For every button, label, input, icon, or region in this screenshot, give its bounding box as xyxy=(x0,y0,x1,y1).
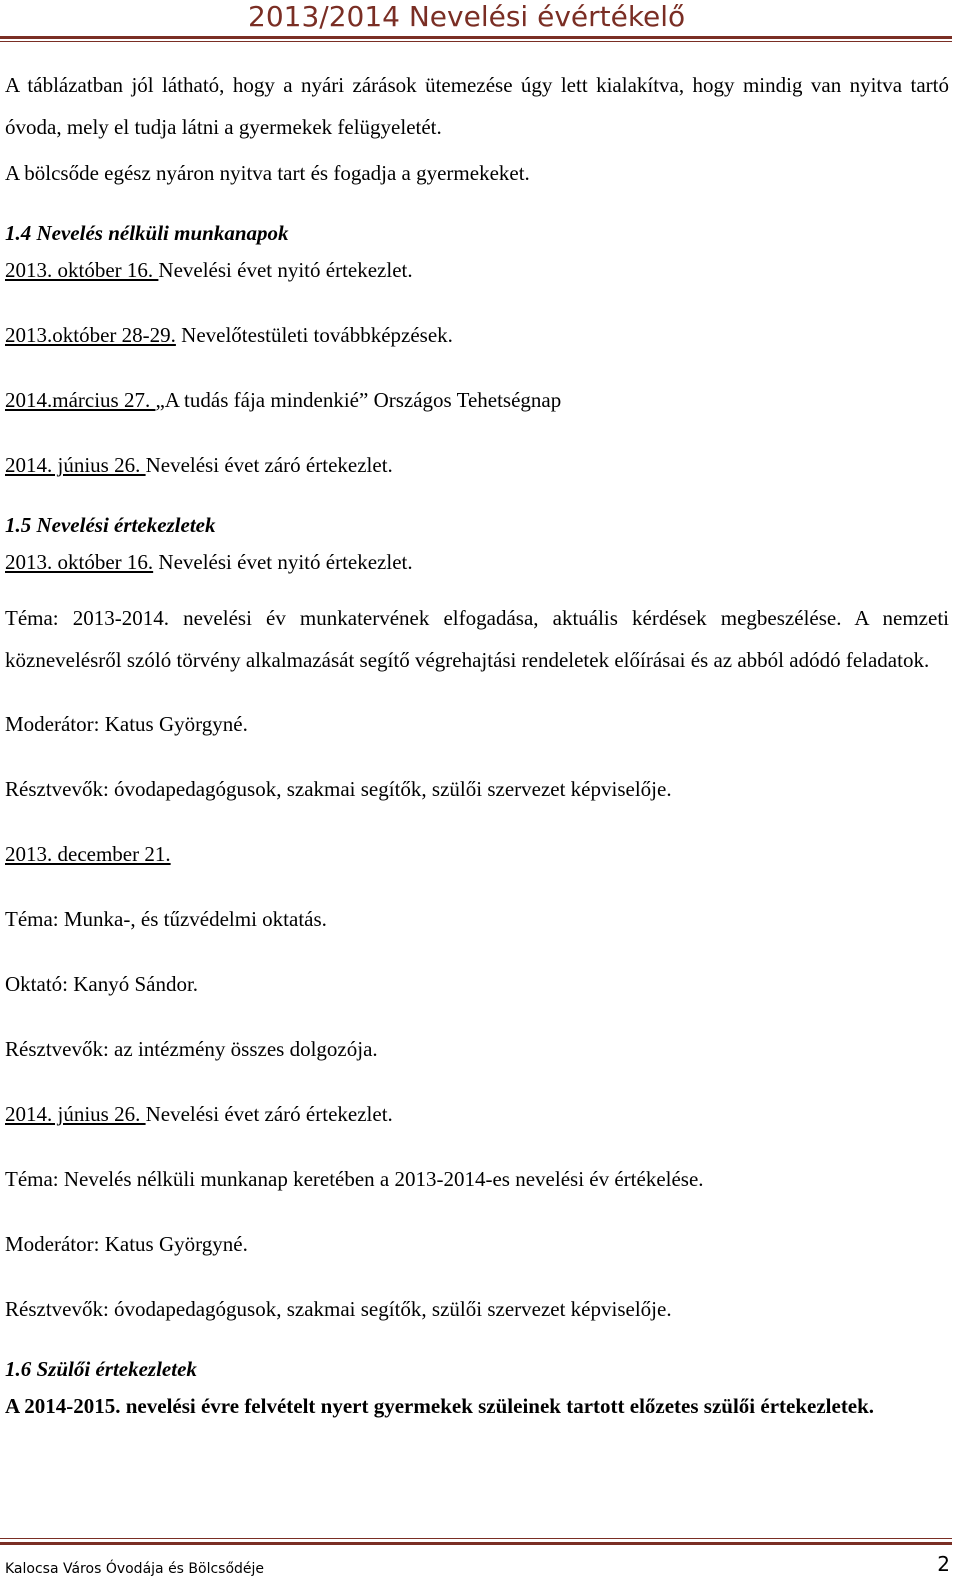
section-1-4-heading: 1.4 Nevelés nélküli munkanapok xyxy=(5,221,289,245)
workday-item: 2014.március 27. „A tudás fája mindenkié” Országos Tehetségnap xyxy=(5,388,562,412)
meeting-date: 2013. december 21. xyxy=(5,842,171,866)
parent-meeting-text: A 2014-2015. nevelési évre felvételt nyert gyermekek szüleinek tartott előzetes szülői értekezletek. xyxy=(5,1394,875,1418)
meeting-participants: Résztvevők: óvodapedagógusok, szakmai segítők, szülői szervezet képviselője. xyxy=(5,1297,672,1321)
workday-item: 2013. október 16. Nevelési évet nyitó értekezlet. xyxy=(5,258,413,282)
header-rule xyxy=(0,36,952,39)
page-header-title: 2013/2014 Nevelési évértékelő xyxy=(248,0,686,33)
footer-institution: Kalocsa Város Óvodája és Bölcsődéje xyxy=(5,1561,265,1577)
meeting-topic: Téma: Nevelés nélküli munkanap keretében a 2013-2014-es nevelési év értékelése. xyxy=(5,1167,704,1191)
page-number: 2 xyxy=(937,1552,950,1576)
meeting-topic: Téma: Munka-, és tűzvédelmi oktatás. xyxy=(5,907,327,931)
intro-paragraph: A táblázatban jól látható, hogy a nyári zárások ütemezése úgy lett kialakítva, hogy mindig van nyitva tartó óvoda, mely el tudja látni a gyermekek felügyeletét. xyxy=(5,73,949,139)
meeting-moderator: Moderátor: Katus Györgyné. xyxy=(5,712,248,736)
meeting-topic: Téma: 2013-2014. nevelési év munkatervének elfogadása, aktuális kérdések megbeszélése. A nemzeti köznevelésről szóló törvény alkalmazását segítő végrehajtási rendeletek előírásai és az abból adódó feladatok. xyxy=(5,606,949,672)
intro-nursery-line: A bölcsőde egész nyáron nyitva tart és fogadja a gyermekeket. xyxy=(5,161,530,185)
footer-rule xyxy=(0,1542,952,1545)
footer-rule-thin xyxy=(0,1538,952,1539)
meeting-moderator: Moderátor: Katus Györgyné. xyxy=(5,1232,248,1256)
meeting-date: 2014. június 26. Nevelési évet záró értekezlet. xyxy=(5,1102,393,1126)
section-1-5-heading: 1.5 Nevelési értekezletek xyxy=(5,513,216,537)
workday-item: 2013.október 28-29. Nevelőtestületi továbbképzések. xyxy=(5,323,453,347)
meeting-instructor: Oktató: Kanyó Sándor. xyxy=(5,972,199,996)
section-1-6-heading: 1.6 Szülői értekezletek xyxy=(5,1357,197,1381)
header-rule-thin xyxy=(0,41,952,42)
meeting-participants: Résztvevők: az intézmény összes dolgozója. xyxy=(5,1037,378,1061)
meeting-date: 2013. október 16. Nevelési évet nyitó értekezlet. xyxy=(5,550,413,574)
workday-item: 2014. június 26. Nevelési évet záró értekezlet. xyxy=(5,453,393,477)
document-body xyxy=(5,64,949,1427)
meeting-participants: Résztvevők: óvodapedagógusok, szakmai segítők, szülői szervezet képviselője. xyxy=(5,777,672,801)
